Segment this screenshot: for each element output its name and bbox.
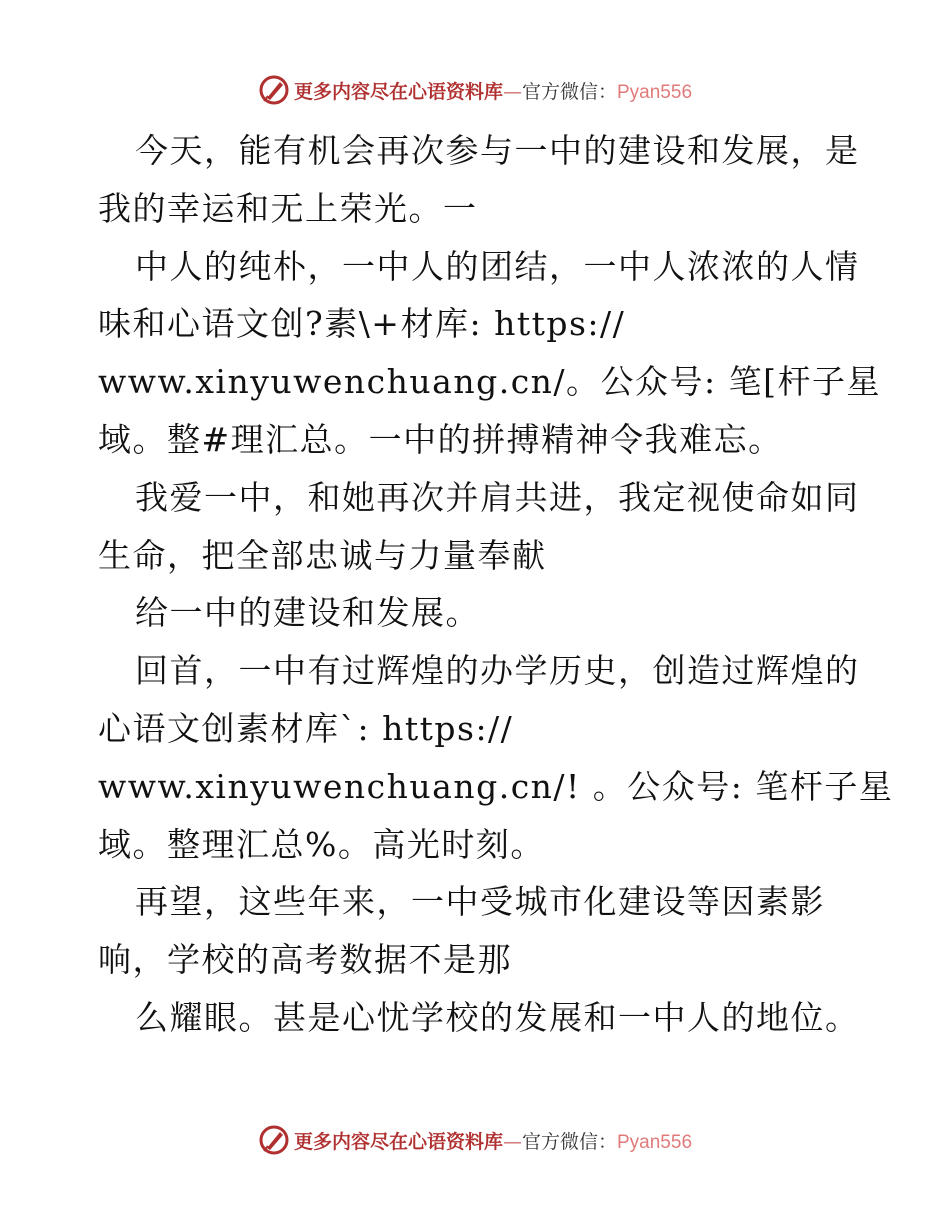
text-line: 给一中的建设和发展。 (135, 593, 480, 633)
text-line: 生命，把全部忠诚与力量奉献 (98, 535, 547, 575)
document-body (98, 122, 894, 1047)
text-line: www.xinyuwenchuang.cn/。公众号: 笔[杆子星 (98, 362, 882, 402)
text-line: www.xinyuwenchuang.cn/! 。公众号: 笔杆子星 (98, 766, 894, 806)
text-line: 味和心语文创?素\+材库: https:// (98, 304, 626, 344)
text-line: 么耀眼。甚是心忧学校的发展和一中人的地位。 (135, 997, 860, 1037)
header-watermark-text (294, 77, 692, 104)
text-line: 回首，一中有过辉煌的办学历史，创造过辉煌的 (135, 651, 860, 691)
text-line: 心语文创素材库`: https:// (98, 708, 514, 748)
quill-logo-icon (258, 1124, 290, 1156)
quill-logo-icon (258, 74, 290, 106)
text-line: 我的幸运和无上荣光。一 (98, 188, 478, 228)
watermark-dash: — (502, 1130, 522, 1153)
text-line: 我爱一中，和她再次并肩共进，我定视使命如同 (135, 477, 860, 517)
text-line: 域。整理汇总%。高光时刻。 (98, 824, 545, 864)
footer-watermark-text (294, 1127, 692, 1154)
text-line: 今天，能有机会再次参与一中的建设和发展，是 (135, 131, 860, 170)
watermark-wechat-id: Pyan556 (617, 1131, 693, 1153)
watermark-brand: 更多内容尽在心语资料库 (293, 80, 503, 103)
footer-watermark (0, 1120, 950, 1160)
watermark-wechat-id: Pyan556 (617, 81, 693, 103)
text-line: 中人的纯朴，一中人的团结，一中人浓浓的人情 (135, 246, 860, 286)
text-line: 再望，这些年来，一中受城市化建设等因素影 (135, 882, 825, 922)
watermark-brand: 更多内容尽在心语资料库 (293, 1130, 503, 1153)
watermark-wechat-label: 官方微信： (521, 1130, 617, 1153)
text-line: 响，学校的高考数据不是那 (98, 940, 512, 980)
watermark-wechat-label: 官方微信： (521, 80, 617, 103)
watermark-dash: — (502, 80, 522, 103)
text-line: 域。整#理汇总。一中的拼搏精神令我难忘。 (98, 419, 783, 459)
header-watermark (0, 70, 950, 110)
